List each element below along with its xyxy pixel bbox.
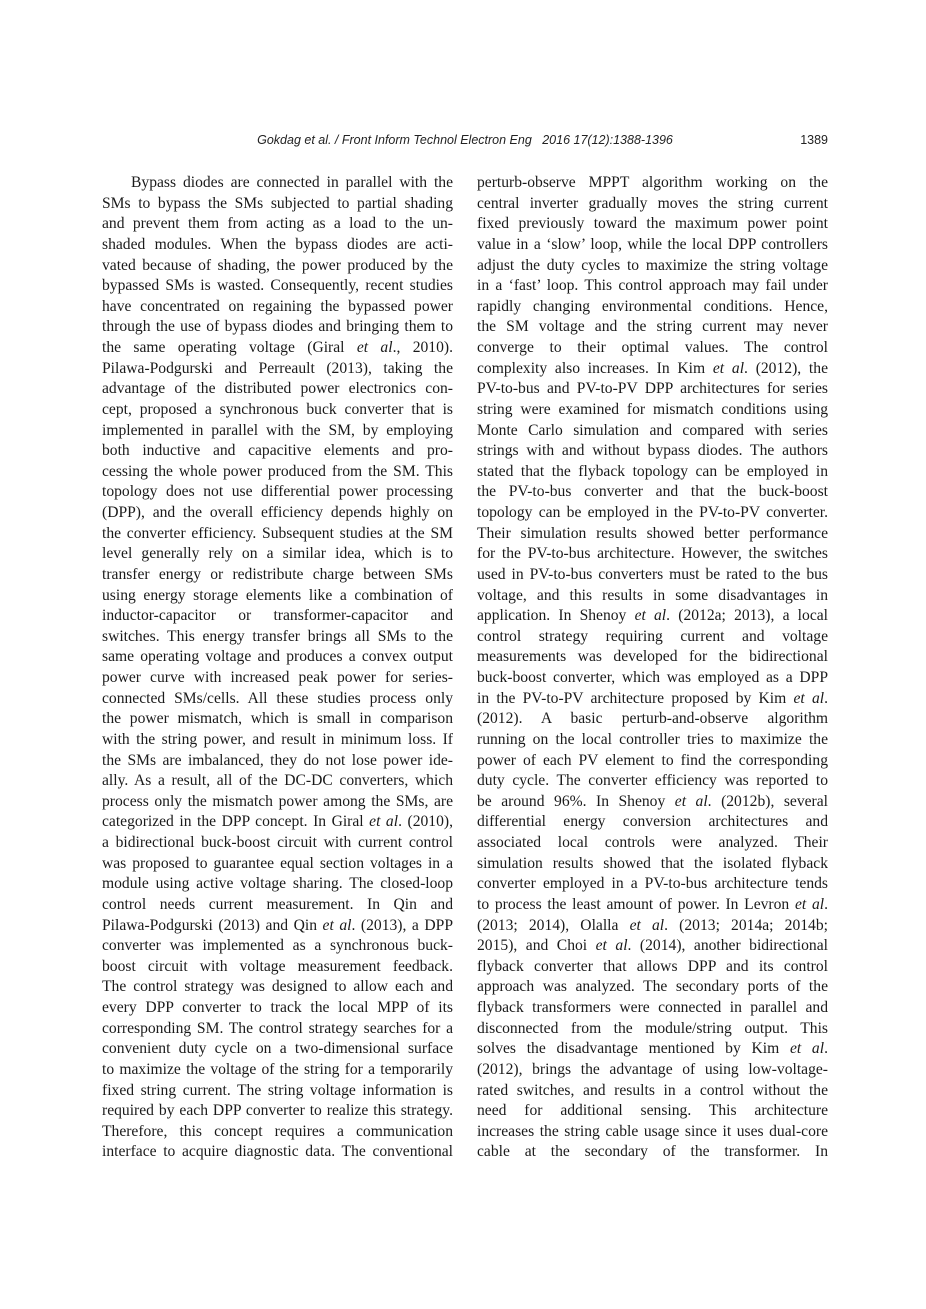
text-line: voltage, and this results in some disadvantages in bbox=[477, 586, 828, 604]
text-line: application. In Shenoy et al. (2012a; 2013), a local bbox=[477, 607, 828, 625]
text-line: The control strategy was designed to allow each and bbox=[102, 978, 453, 996]
text-line: with the string power, and result in minimum loss. If bbox=[102, 730, 453, 748]
text-line: using energy storage elements like a combination of bbox=[102, 586, 453, 604]
text-line: rated switches, and results in a control without the bbox=[477, 1081, 828, 1099]
text-line: have concentrated on regaining the bypassed power bbox=[102, 297, 453, 315]
text-line: was proposed to guarantee equal section voltages in a bbox=[102, 854, 453, 872]
text-line: boost circuit with voltage measurement feedback. bbox=[102, 957, 453, 975]
text-line: corresponding SM. The control strategy searches for a bbox=[102, 1019, 453, 1037]
text-line: connected SMs/cells. All these studies process only bbox=[102, 689, 453, 707]
running-head: Gokdag et al. / Front Inform Technol Electron Eng 2016 17(12):1388-1396 bbox=[257, 133, 673, 147]
text-line: the SM voltage and the string current may never bbox=[477, 318, 828, 336]
text-line: used in PV-to-bus converters must be rated to the bus bbox=[477, 565, 828, 583]
text-line: ally. As a result, all of the DC-DC converters, which bbox=[102, 772, 453, 790]
text-line: power of each PV element to find the corresponding bbox=[477, 751, 828, 769]
text-line: process only the mismatch power among the SMs, are bbox=[102, 792, 453, 810]
text-line: flyback converter that allows DPP and its control bbox=[477, 957, 828, 975]
text-line: control strategy requiring current and voltage bbox=[477, 627, 828, 645]
text-line: be around 96%. In Shenoy et al. (2012b), several bbox=[477, 792, 828, 810]
text-line: for the PV-to-bus architecture. However, the switches bbox=[477, 545, 828, 563]
text-line: (2012), brings the advantage of using low-voltage- bbox=[477, 1060, 828, 1078]
text-line: the converter efficiency. Subsequent studies at the SM bbox=[102, 524, 453, 542]
text-line: module using active voltage sharing. The closed-loop bbox=[102, 875, 453, 893]
text-line: control needs current measurement. In Qin and bbox=[102, 895, 453, 913]
text-line: and prevent them from acting as a load to the un- bbox=[102, 215, 453, 233]
text-line: approach was analyzed. The secondary ports of the bbox=[477, 978, 828, 996]
text-line: Therefore, this concept requires a communication bbox=[102, 1122, 453, 1140]
text-line: converter employed in a PV-to-bus architecture tends bbox=[477, 875, 828, 893]
text-line: every DPP converter to track the local MPP of its bbox=[102, 999, 453, 1016]
text-line: solves the disadvantage mentioned by Kim et al. bbox=[477, 1040, 828, 1058]
text-line: (2012). A basic perturb-and-observe algorithm bbox=[477, 710, 828, 728]
text-line: inductor-capacitor or transformer-capacitor and bbox=[102, 607, 453, 625]
text-line: fixed previously toward the maximum power point bbox=[477, 215, 828, 233]
text-line: transfer energy or redistribute charge between SMs bbox=[102, 565, 453, 583]
text-line: stated that the flyback topology can be employed in bbox=[477, 462, 828, 480]
text-line: required by each DPP converter to realize this strategy. bbox=[102, 1102, 453, 1120]
text-line: the power mismatch, which is small in comparison bbox=[102, 710, 453, 728]
text-line: power curve with increased peak power for series- bbox=[102, 669, 453, 686]
text-line: convenient duty cycle on a two-dimensional surface bbox=[102, 1040, 453, 1058]
text-line: in the PV-to-PV architecture proposed by Kim et al. bbox=[477, 689, 828, 707]
column-right bbox=[477, 173, 828, 1163]
text-line: cessing the whole power produced from the SM. This bbox=[102, 462, 453, 480]
text-line: flyback transformers were connected in parallel and bbox=[477, 999, 828, 1016]
text-line: measurements was developed for the bidirectional bbox=[477, 648, 828, 666]
text-line: a bidirectional buck-boost circuit with current control bbox=[102, 834, 453, 851]
text-line: fixed string current. The string voltage information is bbox=[102, 1081, 453, 1099]
text-line: (2013; 2014), Olalla et al. (2013; 2014a; 2014b; bbox=[477, 916, 828, 934]
text-line: running on the local controller tries to maximize the bbox=[477, 730, 828, 748]
text-line: rapidly changing environmental conditions. Hence, bbox=[477, 297, 828, 315]
text-line: shaded modules. When the bypass diodes are acti- bbox=[102, 235, 453, 253]
text-line: switches. This energy transfer brings all SMs to the bbox=[102, 627, 453, 645]
text-line: Bypass diodes are connected in parallel with the bbox=[131, 174, 453, 191]
text-line: associated local controls were analyzed. Their bbox=[477, 834, 828, 851]
text-line: level generally rely on a similar idea, which is to bbox=[102, 545, 453, 563]
text-line: strings with and without bypass diodes. The authors bbox=[477, 442, 828, 460]
text-line: 2015), and Choi et al. (2014), another bidirectional bbox=[477, 937, 828, 955]
text-line: both inductive and capacitive elements and pro- bbox=[102, 442, 453, 460]
text-line: value in a ‘slow’ loop, while the local DPP controllers bbox=[477, 235, 828, 253]
text-line: the SMs are imbalanced, they do not lose power ide- bbox=[102, 751, 453, 769]
text-line: increases the string cable usage since it uses dual-core bbox=[477, 1122, 828, 1140]
page-header bbox=[102, 133, 828, 149]
text-line: perturb-observe MPPT algorithm working on the bbox=[477, 174, 828, 191]
text-line: Pilawa-Podgurski (2013) and Qin et al. (2013), a DPP bbox=[102, 916, 453, 934]
text-line: bypassed SMs is wasted. Consequently, recent studies bbox=[102, 277, 453, 295]
text-line: buck-boost converter, which was employed as a DPP bbox=[477, 669, 828, 686]
text-line: topology can be employed in the PV-to-PV converter. bbox=[477, 504, 828, 521]
text-line: categorized in the DPP concept. In Giral et al. (2010), bbox=[102, 813, 453, 831]
text-line: duty cycle. The converter efficiency was reported to bbox=[477, 772, 828, 790]
text-line: complexity also increases. In Kim et al. (2012), the bbox=[477, 359, 828, 377]
text-line: Monte Carlo simulation and compared with series bbox=[477, 421, 828, 439]
text-line: converge to their optimal values. The control bbox=[477, 339, 828, 356]
text-line: implemented in parallel with the SM, by employing bbox=[102, 421, 453, 439]
text-line: adjust the duty cycles to maximize the string voltage bbox=[477, 256, 828, 274]
text-line: simulation results showed that the isolated flyback bbox=[477, 854, 828, 872]
column-left bbox=[102, 173, 453, 1163]
text-line: same operating voltage and produces a convex output bbox=[102, 648, 453, 666]
text-line: converter was implemented as a synchronous buck- bbox=[102, 937, 453, 955]
text-line: in a ‘fast’ loop. This control approach may fail under bbox=[477, 277, 828, 295]
text-line: Their simulation results showed better performance bbox=[477, 524, 828, 542]
page-number: 1389 bbox=[800, 133, 828, 147]
text-line: to process the least amount of power. In Levron et al. bbox=[477, 895, 828, 913]
text-line: disconnected from the module/string output. This bbox=[477, 1019, 828, 1037]
text-line: Pilawa-Podgurski and Perreault (2013), taking the bbox=[102, 359, 453, 377]
text-line: cable at the secondary of the transformer. In bbox=[477, 1143, 828, 1161]
text-line: to maximize the voltage of the string for a temporarily bbox=[102, 1060, 453, 1078]
text-line: string were examined for mismatch conditions using bbox=[477, 400, 828, 418]
text-line: the same operating voltage (Giral et al., 2010). bbox=[102, 339, 453, 356]
text-line: cept, proposed a synchronous buck converter that is bbox=[102, 400, 453, 418]
text-line: advantage of the distributed power electronics con- bbox=[102, 380, 453, 398]
text-line: interface to acquire diagnostic data. The conventional bbox=[102, 1143, 453, 1161]
text-line: through the use of bypass diodes and bringing them to bbox=[102, 318, 453, 336]
text-line: PV-to-bus and PV-to-PV DPP architectures for series bbox=[477, 380, 828, 398]
text-line: differential energy conversion architectures and bbox=[477, 813, 828, 831]
text-line: topology does not use differential power processing bbox=[102, 483, 453, 501]
text-line: vated because of shading, the power produced by the bbox=[102, 256, 453, 274]
text-line: the PV-to-bus converter and that the buck-boost bbox=[477, 483, 828, 501]
text-line: (DPP), and the overall efficiency depends highly on bbox=[102, 504, 453, 521]
text-line: need for additional sensing. This architecture bbox=[477, 1102, 828, 1120]
text-line: central inverter gradually moves the string current bbox=[477, 194, 828, 212]
text-line: SMs to bypass the SMs subjected to partial shading bbox=[102, 194, 453, 212]
